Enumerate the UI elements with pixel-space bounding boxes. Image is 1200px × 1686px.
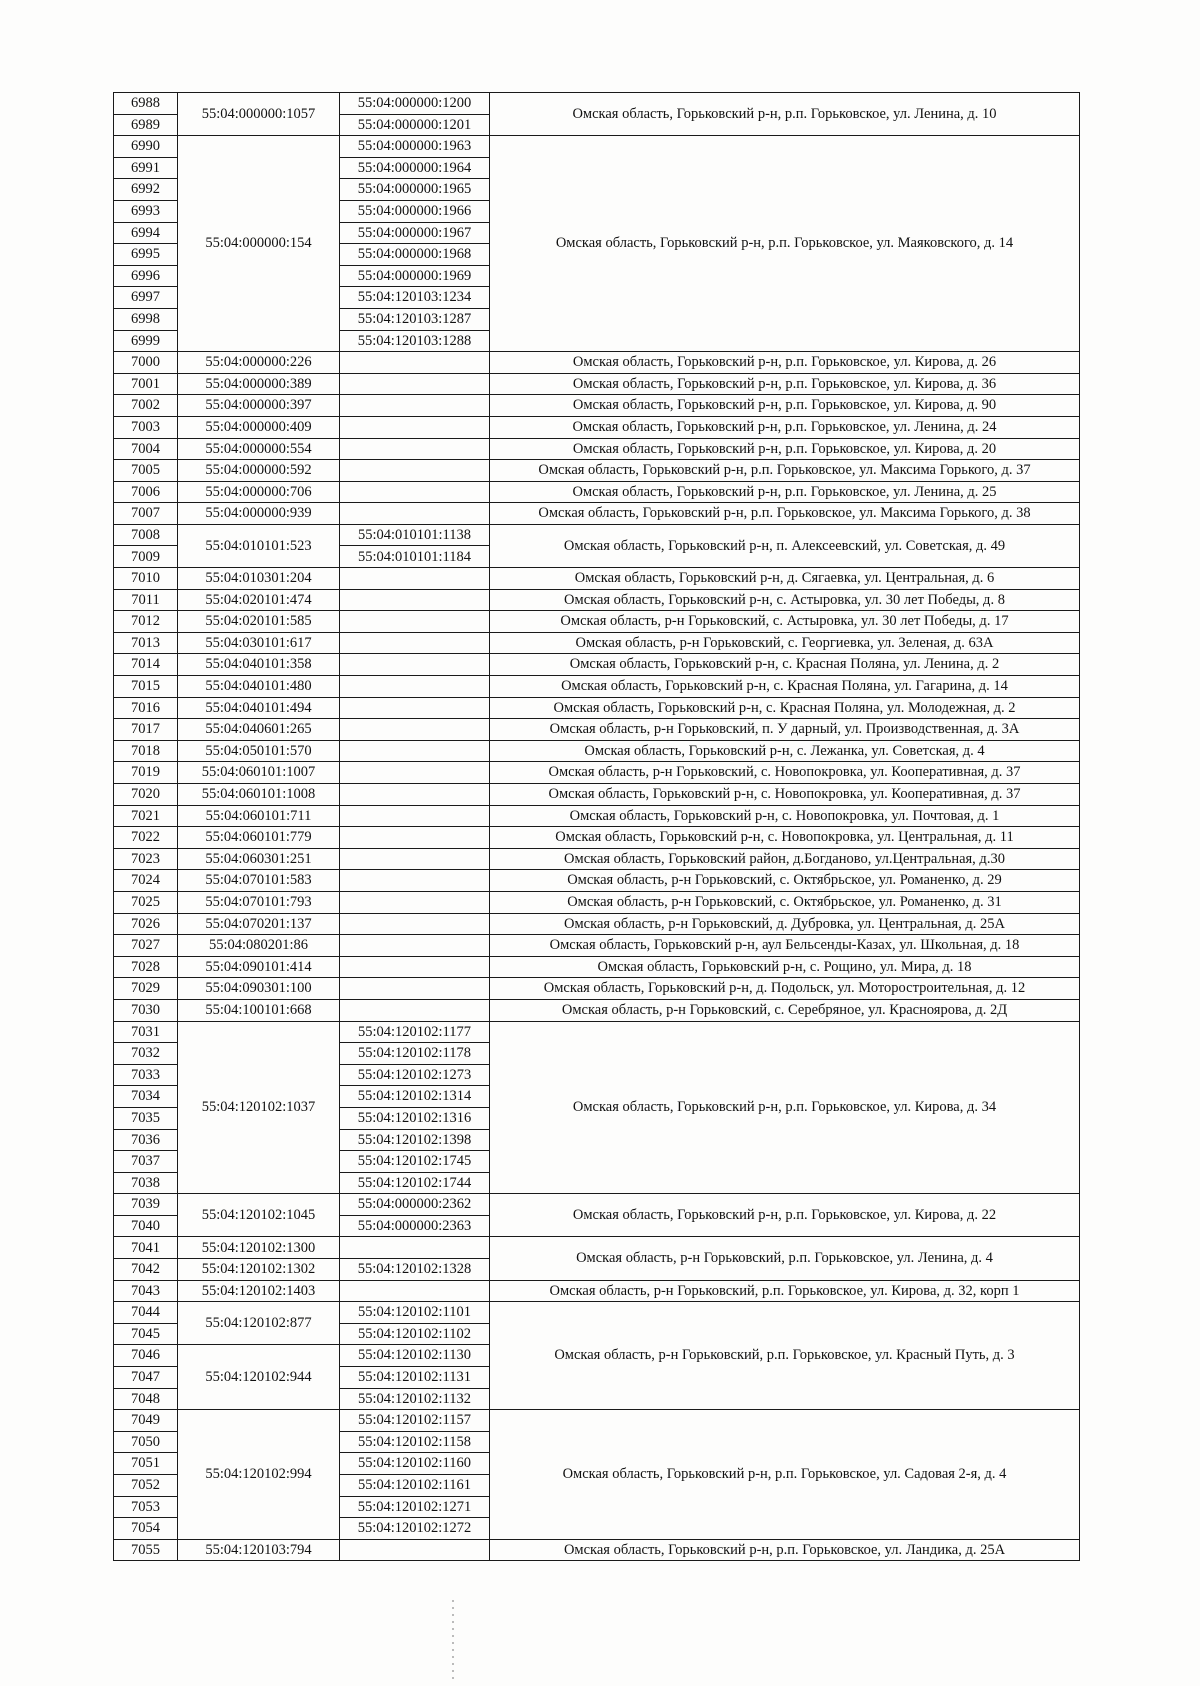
included-object-number [340, 978, 490, 1000]
address: Омская область, Горьковский р-н, д. Подольск, ул. Моторостроительная, д. 12 [490, 978, 1080, 1000]
row-number: 7031 [114, 1021, 178, 1043]
included-object-number: 55:04:000000:1967 [340, 222, 490, 244]
row-number: 7019 [114, 762, 178, 784]
included-object-number [340, 1237, 490, 1259]
table-row [114, 978, 1080, 1000]
cadastral-number: 55:04:000000:154 [178, 136, 340, 352]
address: Омская область, р-н Горьковский, п. У дарный, ул. Производственная, д. 3А [490, 719, 1080, 741]
address: Омская область, Горьковский р-н, р.п. Горьковское, ул. Ленина, д. 25 [490, 481, 1080, 503]
row-number: 7051 [114, 1453, 178, 1475]
row-number: 7041 [114, 1237, 178, 1259]
included-object-number [340, 373, 490, 395]
included-object-number: 55:04:120102:1132 [340, 1388, 490, 1410]
row-number: 7012 [114, 611, 178, 633]
included-object-number [340, 870, 490, 892]
row-number: 7018 [114, 740, 178, 762]
table-row [114, 416, 1080, 438]
row-number: 7035 [114, 1107, 178, 1129]
table-row [114, 352, 1080, 374]
cadastral-number: 55:04:120102:1300 [178, 1237, 340, 1259]
included-object-number [340, 611, 490, 633]
included-object-number [340, 891, 490, 913]
cadastral-number: 55:04:120102:1403 [178, 1280, 340, 1302]
address: Омская область, Горьковский р-н, р.п. Горьковское, ул. Маяковского, д. 14 [490, 136, 1080, 352]
row-number: 6994 [114, 222, 178, 244]
table-row [114, 503, 1080, 525]
scan-artifact [452, 1600, 454, 1680]
included-object-number: 55:04:120102:1178 [340, 1043, 490, 1065]
address: Омская область, Горьковский район, д.Богданово, ул.Центральная, д.30 [490, 848, 1080, 870]
table-row [114, 805, 1080, 827]
cadastral-number: 55:04:000000:939 [178, 503, 340, 525]
row-number: 7006 [114, 481, 178, 503]
included-object-number [340, 416, 490, 438]
address: Омская область, Горьковский р-н, р.п. Горьковское, ул. Максима Горького, д. 37 [490, 460, 1080, 482]
address: Омская область, Горьковский р-н, р.п. Горьковское, ул. Кирова, д. 90 [490, 395, 1080, 417]
cadastral-number: 55:04:000000:554 [178, 438, 340, 460]
row-number: 7025 [114, 891, 178, 913]
table-row [114, 784, 1080, 806]
cadastral-number: 55:04:120102:994 [178, 1410, 340, 1540]
cadastral-number: 55:04:120102:1045 [178, 1194, 340, 1237]
row-number: 7038 [114, 1172, 178, 1194]
table-row [114, 1021, 1080, 1043]
cadastral-number: 55:04:090301:100 [178, 978, 340, 1000]
included-object-number: 55:04:120102:1177 [340, 1021, 490, 1043]
row-number: 6989 [114, 114, 178, 136]
included-object-number: 55:04:120102:1157 [340, 1410, 490, 1432]
table-row [114, 481, 1080, 503]
row-number: 6991 [114, 157, 178, 179]
cadastral-number: 55:04:070201:137 [178, 913, 340, 935]
included-object-number: 55:04:000000:2362 [340, 1194, 490, 1216]
cadastral-number: 55:04:040101:494 [178, 697, 340, 719]
included-object-number: 55:04:000000:1969 [340, 265, 490, 287]
table-row [114, 373, 1080, 395]
address: Омская область, Горьковский р-н, р.п. Горьковское, ул. Ленина, д. 24 [490, 416, 1080, 438]
row-number: 7052 [114, 1475, 178, 1497]
row-number: 7040 [114, 1215, 178, 1237]
included-object-number [340, 395, 490, 417]
included-object-number: 55:04:120102:1273 [340, 1064, 490, 1086]
included-object-number: 55:04:120102:1398 [340, 1129, 490, 1151]
address: Омская область, Горьковский р-н, с. Красная Поляна, ул. Гагарина, д. 14 [490, 676, 1080, 698]
row-number: 7009 [114, 546, 178, 568]
row-number: 7013 [114, 632, 178, 654]
included-object-number: 55:04:120102:1160 [340, 1453, 490, 1475]
included-object-number: 55:04:120103:1234 [340, 287, 490, 309]
cadastral-number: 55:04:120102:1302 [178, 1259, 340, 1281]
row-number: 7010 [114, 568, 178, 590]
row-number: 7023 [114, 848, 178, 870]
address: Омская область, р-н Горьковский, р.п. Горьковское, ул. Ленина, д. 4 [490, 1237, 1080, 1280]
table-row [114, 762, 1080, 784]
table-row [114, 1302, 1080, 1324]
included-object-number: 55:04:120102:1314 [340, 1086, 490, 1108]
row-number: 7024 [114, 870, 178, 892]
included-object-number: 55:04:120102:1131 [340, 1367, 490, 1389]
address: Омская область, Горьковский р-н, р.п. Горьковское, ул. Ленина, д. 10 [490, 93, 1080, 136]
included-object-number [340, 568, 490, 590]
included-object-number [340, 784, 490, 806]
included-object-number: 55:04:000000:1963 [340, 136, 490, 158]
table-row [114, 1539, 1080, 1561]
included-object-number: 55:04:000000:1968 [340, 244, 490, 266]
included-object-number [340, 352, 490, 374]
row-number: 6998 [114, 308, 178, 330]
included-object-number: 55:04:000000:1965 [340, 179, 490, 201]
cadastral-number: 55:04:030101:617 [178, 632, 340, 654]
included-object-number: 55:04:120103:1288 [340, 330, 490, 352]
table-row [114, 632, 1080, 654]
table-row [114, 589, 1080, 611]
table-row [114, 935, 1080, 957]
row-number: 7011 [114, 589, 178, 611]
address: Омская область, Горьковский р-н, с. Красная Поляна, ул. Ленина, д. 2 [490, 654, 1080, 676]
included-object-number: 55:04:120102:1316 [340, 1107, 490, 1129]
address: Омская область, р-н Горьковский, с. Октябрьское, ул. Романенко, д. 31 [490, 891, 1080, 913]
row-number: 7048 [114, 1388, 178, 1410]
row-number: 7030 [114, 999, 178, 1021]
row-number: 7003 [114, 416, 178, 438]
row-number: 7044 [114, 1302, 178, 1324]
included-object-number [340, 1539, 490, 1561]
included-object-number: 55:04:010101:1138 [340, 524, 490, 546]
cadastral-number: 55:04:040601:265 [178, 719, 340, 741]
cadastral-number: 55:04:100101:668 [178, 999, 340, 1021]
address: Омская область, р-н Горьковский, с. Новопокровка, ул. Кооперативная, д. 37 [490, 762, 1080, 784]
table-row [114, 913, 1080, 935]
row-number: 7032 [114, 1043, 178, 1065]
address: Омская область, Горьковский р-н, р.п. Горьковское, ул. Кирова, д. 36 [490, 373, 1080, 395]
row-number: 6993 [114, 200, 178, 222]
included-object-number [340, 762, 490, 784]
cadastral-number: 55:04:070101:793 [178, 891, 340, 913]
table-row [114, 654, 1080, 676]
cadastral-number: 55:04:000000:397 [178, 395, 340, 417]
included-object-number: 55:04:000000:2363 [340, 1215, 490, 1237]
table-row [114, 568, 1080, 590]
row-number: 7004 [114, 438, 178, 460]
cadastral-number: 55:04:060101:711 [178, 805, 340, 827]
cadastral-number: 55:04:000000:226 [178, 352, 340, 374]
included-object-number [340, 676, 490, 698]
table-row [114, 870, 1080, 892]
included-object-number: 55:04:120102:1158 [340, 1431, 490, 1453]
address: Омская область, Горьковский р-н, р.п. Горьковское, ул. Кирова, д. 20 [490, 438, 1080, 460]
included-object-number [340, 589, 490, 611]
address: Омская область, Горьковский р-н, с. Новопокровка, ул. Почтовая, д. 1 [490, 805, 1080, 827]
row-number: 7036 [114, 1129, 178, 1151]
row-number: 7047 [114, 1367, 178, 1389]
included-object-number [340, 848, 490, 870]
row-number: 7002 [114, 395, 178, 417]
included-object-number [340, 438, 490, 460]
table-row [114, 1194, 1080, 1216]
cadastral-number: 55:04:020101:585 [178, 611, 340, 633]
included-object-number: 55:04:000000:1200 [340, 93, 490, 115]
registry-table [113, 92, 1080, 1561]
table-row [114, 438, 1080, 460]
address: Омская область, р-н Горьковский, р.п. Горьковское, ул. Красный Путь, д. 3 [490, 1302, 1080, 1410]
row-number: 7046 [114, 1345, 178, 1367]
included-object-number: 55:04:120102:1328 [340, 1259, 490, 1281]
cadastral-number: 55:04:000000:389 [178, 373, 340, 395]
address: Омская область, Горьковский р-н, р.п. Горьковское, ул. Садовая 2-я, д. 4 [490, 1410, 1080, 1540]
included-object-number: 55:04:000000:1966 [340, 200, 490, 222]
row-number: 7021 [114, 805, 178, 827]
table-row [114, 460, 1080, 482]
row-number: 7007 [114, 503, 178, 525]
row-number: 7026 [114, 913, 178, 935]
included-object-number [340, 460, 490, 482]
row-number: 7042 [114, 1259, 178, 1281]
row-number: 7029 [114, 978, 178, 1000]
cadastral-number: 55:04:120103:794 [178, 1539, 340, 1561]
cadastral-number: 55:04:000000:706 [178, 481, 340, 503]
table-row [114, 827, 1080, 849]
table-row [114, 136, 1080, 158]
cadastral-number: 55:04:050101:570 [178, 740, 340, 762]
included-object-number: 55:04:000000:1964 [340, 157, 490, 179]
address: Омская область, р-н Горьковский, с. Октябрьское, ул. Романенко, д. 29 [490, 870, 1080, 892]
address: Омская область, Горьковский р-н, р.п. Горьковское, ул. Кирова, д. 26 [490, 352, 1080, 374]
cadastral-number: 55:04:120102:944 [178, 1345, 340, 1410]
cadastral-number: 55:04:000000:1057 [178, 93, 340, 136]
table-row [114, 611, 1080, 633]
row-number: 7045 [114, 1323, 178, 1345]
cadastral-number: 55:04:020101:474 [178, 589, 340, 611]
row-number: 6999 [114, 330, 178, 352]
address: Омская область, Горьковский р-н, р.п. Горьковское, ул. Кирова, д. 34 [490, 1021, 1080, 1194]
included-object-number: 55:04:120102:1101 [340, 1302, 490, 1324]
table-row [114, 891, 1080, 913]
included-object-number [340, 654, 490, 676]
table-row [114, 956, 1080, 978]
cadastral-number: 55:04:040101:358 [178, 654, 340, 676]
row-number: 7037 [114, 1151, 178, 1173]
cadastral-number: 55:04:070101:583 [178, 870, 340, 892]
address: Омская область, Горьковский р-н, аул Бельсенды-Казах, ул. Школьная, д. 18 [490, 935, 1080, 957]
row-number: 7020 [114, 784, 178, 806]
row-number: 7022 [114, 827, 178, 849]
table-row [114, 697, 1080, 719]
included-object-number: 55:04:010101:1184 [340, 546, 490, 568]
row-number: 7015 [114, 676, 178, 698]
address: Омская область, Горьковский р-н, р.п. Горьковское, ул. Максима Горького, д. 38 [490, 503, 1080, 525]
cadastral-number: 55:04:000000:592 [178, 460, 340, 482]
address: Омская область, р-н Горьковский, с. Астыровка, ул. 30 лет Победы, д. 17 [490, 611, 1080, 633]
row-number: 7014 [114, 654, 178, 676]
cadastral-number: 55:04:010101:523 [178, 524, 340, 567]
included-object-number [340, 481, 490, 503]
table-row [114, 999, 1080, 1021]
included-object-number [340, 697, 490, 719]
table-row [114, 1280, 1080, 1302]
address: Омская область, Горьковский р-н, д. Сягаевка, ул. Центральная, д. 6 [490, 568, 1080, 590]
cadastral-number: 55:04:060101:1008 [178, 784, 340, 806]
row-number: 7017 [114, 719, 178, 741]
row-number: 7028 [114, 956, 178, 978]
cadastral-number: 55:04:120102:877 [178, 1302, 340, 1345]
cadastral-number: 55:04:060301:251 [178, 848, 340, 870]
row-number: 7053 [114, 1496, 178, 1518]
table-row [114, 524, 1080, 546]
included-object-number [340, 956, 490, 978]
included-object-number [340, 740, 490, 762]
address: Омская область, Горьковский р-н, с. Новопокровка, ул. Кооперативная, д. 37 [490, 784, 1080, 806]
row-number: 7055 [114, 1539, 178, 1561]
address: Омская область, р-н Горьковский, с. Георгиевка, ул. Зеленая, д. 63А [490, 632, 1080, 654]
address: Омская область, р-н Горьковский, д. Дубровка, ул. Центральная, д. 25А [490, 913, 1080, 935]
row-number: 7043 [114, 1280, 178, 1302]
row-number: 6995 [114, 244, 178, 266]
cadastral-number: 55:04:060101:1007 [178, 762, 340, 784]
included-object-number [340, 935, 490, 957]
included-object-number: 55:04:120102:1161 [340, 1475, 490, 1497]
address: Омская область, Горьковский р-н, с. Новопокровка, ул. Центральная, д. 11 [490, 827, 1080, 849]
row-number: 7016 [114, 697, 178, 719]
row-number: 7049 [114, 1410, 178, 1432]
address: Омская область, Горьковский р-н, с. Красная Поляна, ул. Молодежная, д. 2 [490, 697, 1080, 719]
cadastral-number: 55:04:120102:1037 [178, 1021, 340, 1194]
table-row [114, 93, 1080, 115]
row-number: 7033 [114, 1064, 178, 1086]
row-number: 6997 [114, 287, 178, 309]
table-row [114, 740, 1080, 762]
included-object-number [340, 805, 490, 827]
cadastral-number: 55:04:080201:86 [178, 935, 340, 957]
row-number: 7005 [114, 460, 178, 482]
row-number: 7054 [114, 1518, 178, 1540]
included-object-number [340, 719, 490, 741]
cadastral-number: 55:04:060101:779 [178, 827, 340, 849]
included-object-number: 55:04:120103:1287 [340, 308, 490, 330]
row-number: 6988 [114, 93, 178, 115]
table-row [114, 1410, 1080, 1432]
included-object-number: 55:04:120102:1271 [340, 1496, 490, 1518]
included-object-number [340, 632, 490, 654]
cadastral-number: 55:04:040101:480 [178, 676, 340, 698]
table-row [114, 848, 1080, 870]
row-number: 7039 [114, 1194, 178, 1216]
cadastral-number: 55:04:090101:414 [178, 956, 340, 978]
row-number: 7034 [114, 1086, 178, 1108]
table-row [114, 1237, 1080, 1259]
cadastral-number: 55:04:010301:204 [178, 568, 340, 590]
table-row [114, 395, 1080, 417]
included-object-number: 55:04:120102:1744 [340, 1172, 490, 1194]
included-object-number [340, 503, 490, 525]
row-number: 6996 [114, 265, 178, 287]
row-number: 7050 [114, 1431, 178, 1453]
included-object-number: 55:04:120102:1102 [340, 1323, 490, 1345]
address: Омская область, р-н Горьковский, р.п. Горьковское, ул. Кирова, д. 32, корп 1 [490, 1280, 1080, 1302]
address: Омская область, Горьковский р-н, п. Алексеевский, ул. Советская, д. 49 [490, 524, 1080, 567]
address: Омская область, Горьковский р-н, с. Лежанка, ул. Советская, д. 4 [490, 740, 1080, 762]
table-row [114, 676, 1080, 698]
included-object-number: 55:04:120102:1745 [340, 1151, 490, 1173]
table-row [114, 719, 1080, 741]
included-object-number [340, 827, 490, 849]
included-object-number [340, 1280, 490, 1302]
row-number: 7008 [114, 524, 178, 546]
address: Омская область, Горьковский р-н, с. Астыровка, ул. 30 лет Победы, д. 8 [490, 589, 1080, 611]
included-object-number: 55:04:000000:1201 [340, 114, 490, 136]
included-object-number [340, 913, 490, 935]
cadastral-number: 55:04:000000:409 [178, 416, 340, 438]
address: Омская область, Горьковский р-н, р.п. Горьковское, ул. Кирова, д. 22 [490, 1194, 1080, 1237]
included-object-number: 55:04:120102:1272 [340, 1518, 490, 1540]
included-object-number: 55:04:120102:1130 [340, 1345, 490, 1367]
row-number: 6990 [114, 136, 178, 158]
address: Омская область, Горьковский р-н, р.п. Горьковское, ул. Ландика, д. 25А [490, 1539, 1080, 1561]
row-number: 7027 [114, 935, 178, 957]
address: Омская область, р-н Горьковский, с. Серебряное, ул. Красноярова, д. 2Д [490, 999, 1080, 1021]
included-object-number [340, 999, 490, 1021]
row-number: 7000 [114, 352, 178, 374]
address: Омская область, Горьковский р-н, с. Рощино, ул. Мира, д. 18 [490, 956, 1080, 978]
row-number: 6992 [114, 179, 178, 201]
row-number: 7001 [114, 373, 178, 395]
